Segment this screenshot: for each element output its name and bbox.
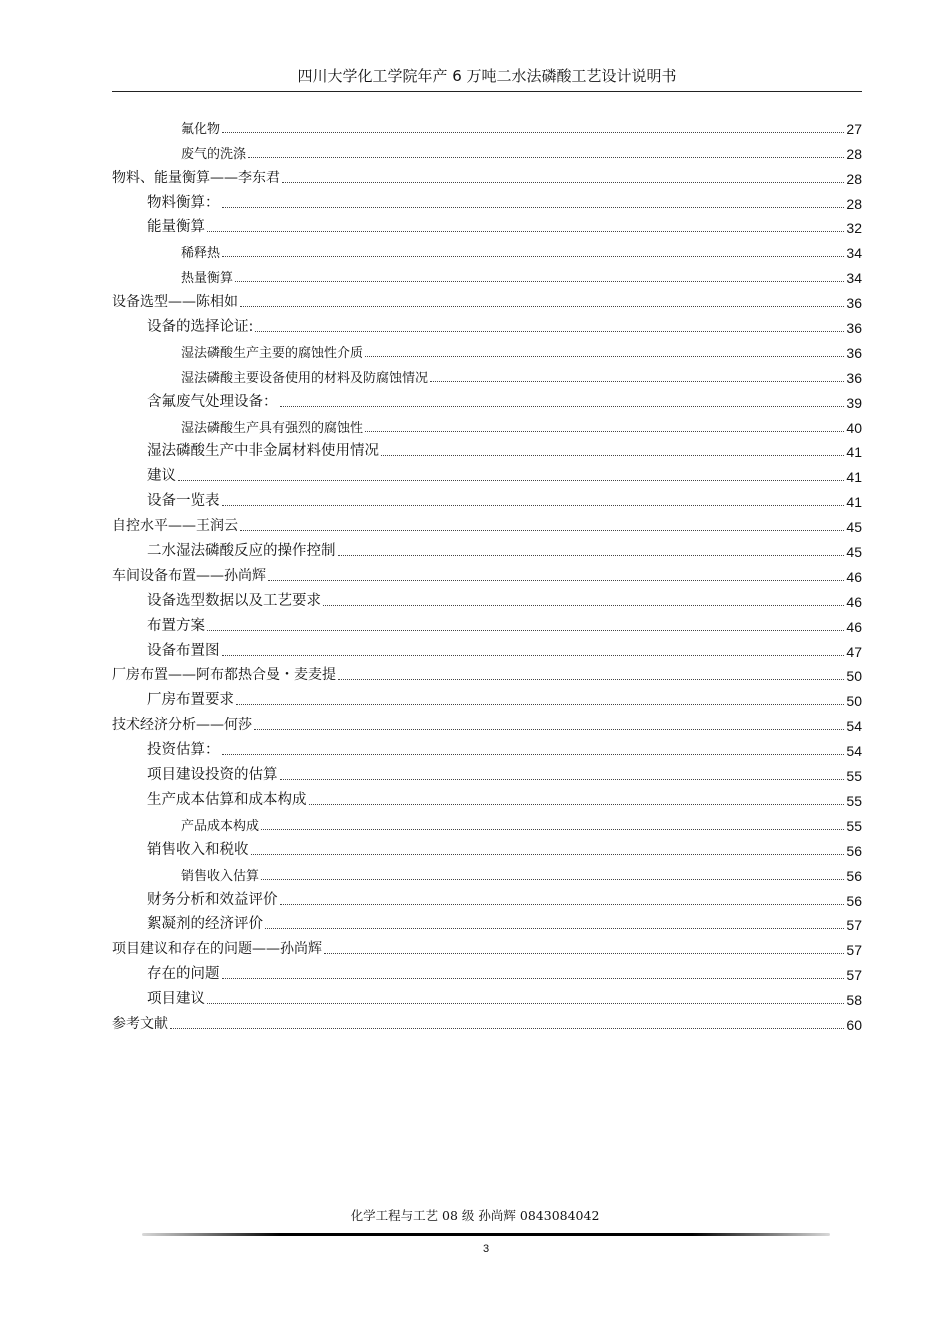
toc-entry-title: 生产成本估算和成本构成 bbox=[147, 791, 307, 808]
toc-entry[interactable] bbox=[112, 736, 862, 761]
toc-entry-page: 28 bbox=[846, 145, 862, 162]
footer-divider bbox=[142, 1233, 830, 1236]
dot-leader bbox=[323, 605, 844, 606]
dot-leader bbox=[222, 754, 845, 755]
toc-entry-title: 厂房布置要求 bbox=[147, 692, 234, 709]
dot-leader bbox=[365, 431, 844, 432]
toc-entry[interactable] bbox=[112, 537, 862, 562]
dot-leader bbox=[365, 356, 844, 357]
dot-leader bbox=[207, 630, 844, 631]
toc-entry-page: 55 bbox=[846, 792, 862, 809]
toc-entry-title: 含氟废气处理设备： bbox=[147, 393, 278, 410]
dot-leader bbox=[261, 829, 844, 830]
toc-entry-page: 58 bbox=[846, 992, 862, 1009]
toc-entry-title: 设备布置图 bbox=[147, 642, 220, 659]
toc-entry-title: 车间设备布置——孙尚辉 bbox=[112, 567, 266, 584]
dot-leader bbox=[235, 281, 844, 282]
toc-entry[interactable] bbox=[112, 288, 862, 313]
toc-entry-title: 技术经济分析——何莎 bbox=[112, 717, 252, 734]
dot-leader bbox=[255, 331, 844, 332]
toc-entry-page: 40 bbox=[846, 419, 862, 436]
toc-entry-title: 项目建议 bbox=[147, 991, 205, 1008]
toc-entry[interactable] bbox=[112, 462, 862, 487]
toc-entry[interactable] bbox=[112, 214, 862, 239]
toc-entry-page: 50 bbox=[846, 668, 862, 685]
toc-entry-title: 物料衡算： bbox=[147, 194, 220, 211]
toc-entry-page: 46 bbox=[846, 618, 862, 635]
toc-entry-page: 47 bbox=[846, 643, 862, 660]
toc-entry-page: 28 bbox=[846, 195, 862, 212]
toc-entry-page: 50 bbox=[846, 693, 862, 710]
toc-entry-title: 物料、能量衡算——李东君 bbox=[112, 169, 280, 186]
dot-leader bbox=[254, 729, 844, 730]
toc-entry[interactable] bbox=[112, 960, 862, 985]
dot-leader bbox=[222, 655, 845, 656]
toc-entry[interactable] bbox=[112, 512, 862, 537]
toc-entry[interactable] bbox=[112, 711, 862, 736]
dot-leader bbox=[324, 953, 844, 954]
toc-entry-page: 45 bbox=[846, 519, 862, 536]
toc-entry-page: 60 bbox=[846, 1016, 862, 1033]
toc-entry-page: 55 bbox=[846, 768, 862, 785]
toc-entry[interactable] bbox=[112, 164, 862, 189]
toc-entry-title: 湿法磷酸生产中非金属材料使用情况 bbox=[147, 443, 379, 460]
dot-leader bbox=[430, 381, 844, 382]
dot-leader bbox=[207, 1003, 844, 1004]
toc-entry[interactable] bbox=[112, 612, 862, 637]
toc-entry-page: 46 bbox=[846, 593, 862, 610]
toc-entry-title: 废气的洗涤 bbox=[181, 146, 247, 162]
toc-entry-title: 氟化物 bbox=[181, 121, 221, 137]
toc-entry[interactable] bbox=[112, 786, 862, 811]
toc-entry-page: 56 bbox=[846, 842, 862, 859]
toc-entry-page: 36 bbox=[846, 320, 862, 337]
page-number: 3 bbox=[482, 1243, 490, 1255]
toc-entry-page: 54 bbox=[846, 743, 862, 760]
toc-entry-title: 湿法磷酸主要设备使用的材料及防腐蚀情况 bbox=[181, 370, 429, 386]
toc-entry-title: 销售收入和税收 bbox=[147, 841, 249, 858]
toc-entry-title: 絮凝剂的经济评价 bbox=[147, 916, 263, 933]
dot-leader bbox=[338, 679, 844, 680]
dot-leader bbox=[222, 207, 845, 208]
toc-entry[interactable] bbox=[112, 189, 862, 214]
toc-entry-title: 设备一览表 bbox=[147, 493, 220, 510]
toc-entry-page: 57 bbox=[846, 917, 862, 934]
toc-entry[interactable] bbox=[112, 811, 862, 836]
dot-leader bbox=[280, 406, 845, 407]
toc-entry-title: 湿法磷酸生产具有强烈的腐蚀性 bbox=[181, 420, 364, 436]
toc-entry-title: 设备选型数据以及工艺要求 bbox=[147, 592, 321, 609]
toc-entry[interactable] bbox=[112, 836, 862, 861]
dot-leader bbox=[207, 231, 844, 232]
page-header-title: 四川大学化工学院年产 6 万吨二水法磷酸工艺设计说明书 bbox=[297, 67, 677, 85]
toc-entry[interactable] bbox=[112, 313, 862, 338]
toc-entry[interactable] bbox=[112, 637, 862, 662]
toc-entry-title: 湿法磷酸生产主要的腐蚀性介质 bbox=[181, 345, 364, 361]
toc-entry-title: 产品成本构成 bbox=[181, 818, 260, 834]
toc-entry-page: 39 bbox=[846, 394, 862, 411]
toc-entry-page: 27 bbox=[846, 120, 862, 137]
toc-entry-title: 稀释热 bbox=[181, 246, 221, 262]
dot-leader bbox=[381, 455, 844, 456]
toc-entry-page: 56 bbox=[846, 867, 862, 884]
toc-entry-title: 自控水平——王润云 bbox=[112, 518, 238, 535]
table-of-contents bbox=[112, 114, 862, 1035]
toc-entry[interactable] bbox=[112, 662, 862, 687]
toc-entry-title: 设备的选择论证: bbox=[147, 319, 254, 336]
dot-leader bbox=[280, 779, 845, 780]
dot-leader bbox=[282, 182, 844, 183]
toc-entry-title: 投资估算： bbox=[147, 742, 220, 759]
dot-leader bbox=[240, 306, 844, 307]
toc-entry[interactable] bbox=[112, 263, 862, 288]
toc-entry[interactable] bbox=[112, 861, 862, 886]
header-divider bbox=[112, 91, 862, 92]
toc-entry[interactable] bbox=[112, 438, 862, 463]
toc-entry[interactable] bbox=[112, 985, 862, 1010]
toc-entry-page: 57 bbox=[846, 967, 862, 984]
toc-entry-page: 41 bbox=[846, 469, 862, 486]
toc-entry-title: 厂房布置——阿布都热合曼・麦麦提 bbox=[112, 667, 336, 684]
toc-entry-title: 项目建设投资的估算 bbox=[147, 767, 278, 784]
toc-entry-title: 财务分析和效益评价 bbox=[147, 891, 278, 908]
toc-entry[interactable] bbox=[112, 487, 862, 512]
dot-leader bbox=[178, 480, 844, 481]
toc-entry-page: 32 bbox=[846, 220, 862, 237]
toc-entry-page: 34 bbox=[846, 245, 862, 262]
toc-entry-page: 54 bbox=[846, 718, 862, 735]
toc-entry-page: 36 bbox=[846, 295, 862, 312]
toc-entry[interactable] bbox=[112, 139, 862, 164]
toc-entry-title: 存在的问题 bbox=[147, 966, 220, 983]
toc-entry-page: 56 bbox=[846, 892, 862, 909]
dot-leader bbox=[222, 505, 845, 506]
toc-entry[interactable] bbox=[112, 761, 862, 786]
toc-entry-page: 55 bbox=[846, 817, 862, 834]
toc-entry[interactable] bbox=[112, 363, 862, 388]
toc-entry[interactable] bbox=[112, 935, 862, 960]
toc-entry-page: 41 bbox=[846, 444, 862, 461]
dot-leader bbox=[280, 904, 845, 905]
toc-entry-title: 建议 bbox=[147, 468, 176, 485]
footer-author-line: 化学工程与工艺 08 级 孙尚辉 0843084042 bbox=[350, 1208, 600, 1223]
toc-entry-page: 45 bbox=[846, 544, 862, 561]
toc-entry-title: 能量衡算 bbox=[147, 219, 205, 236]
toc-entry-page: 57 bbox=[846, 942, 862, 959]
dot-leader bbox=[240, 530, 844, 531]
toc-entry-page: 46 bbox=[846, 568, 862, 585]
toc-entry[interactable] bbox=[112, 911, 862, 936]
toc-entry[interactable] bbox=[112, 1010, 862, 1035]
toc-entry[interactable] bbox=[112, 562, 862, 587]
dot-leader bbox=[268, 580, 844, 581]
toc-entry-page: 36 bbox=[846, 369, 862, 386]
toc-entry[interactable] bbox=[112, 238, 862, 263]
toc-entry-title: 二水湿法磷酸反应的操作控制 bbox=[147, 543, 336, 560]
toc-entry[interactable] bbox=[112, 587, 862, 612]
toc-entry[interactable] bbox=[112, 886, 862, 911]
toc-entry[interactable] bbox=[112, 388, 862, 413]
toc-entry-title: 设备选型——陈相如 bbox=[112, 294, 238, 311]
dot-leader bbox=[222, 256, 844, 257]
dot-leader bbox=[251, 854, 845, 855]
toc-entry-title: 参考文献 bbox=[112, 1015, 168, 1032]
toc-entry[interactable] bbox=[112, 686, 862, 711]
dot-leader bbox=[236, 704, 844, 705]
toc-entry-title: 热量衡算 bbox=[181, 271, 234, 287]
dot-leader bbox=[261, 879, 844, 880]
dot-leader bbox=[248, 157, 844, 158]
toc-entry-page: 28 bbox=[846, 170, 862, 187]
toc-entry-title: 布置方案 bbox=[147, 617, 205, 634]
dot-leader bbox=[338, 555, 845, 556]
toc-entry[interactable] bbox=[112, 338, 862, 363]
toc-entry-page: 34 bbox=[846, 270, 862, 287]
toc-entry[interactable] bbox=[112, 114, 862, 139]
dot-leader bbox=[170, 1028, 844, 1029]
dot-leader bbox=[265, 928, 844, 929]
dot-leader bbox=[309, 804, 845, 805]
dot-leader bbox=[222, 132, 844, 133]
toc-entry-title: 项目建议和存在的问题——孙尚辉 bbox=[112, 941, 322, 958]
dot-leader bbox=[222, 978, 845, 979]
toc-entry[interactable] bbox=[112, 413, 862, 438]
toc-entry-title: 销售收入估算 bbox=[181, 868, 260, 884]
toc-entry-page: 41 bbox=[846, 494, 862, 511]
toc-entry-page: 36 bbox=[846, 344, 862, 361]
